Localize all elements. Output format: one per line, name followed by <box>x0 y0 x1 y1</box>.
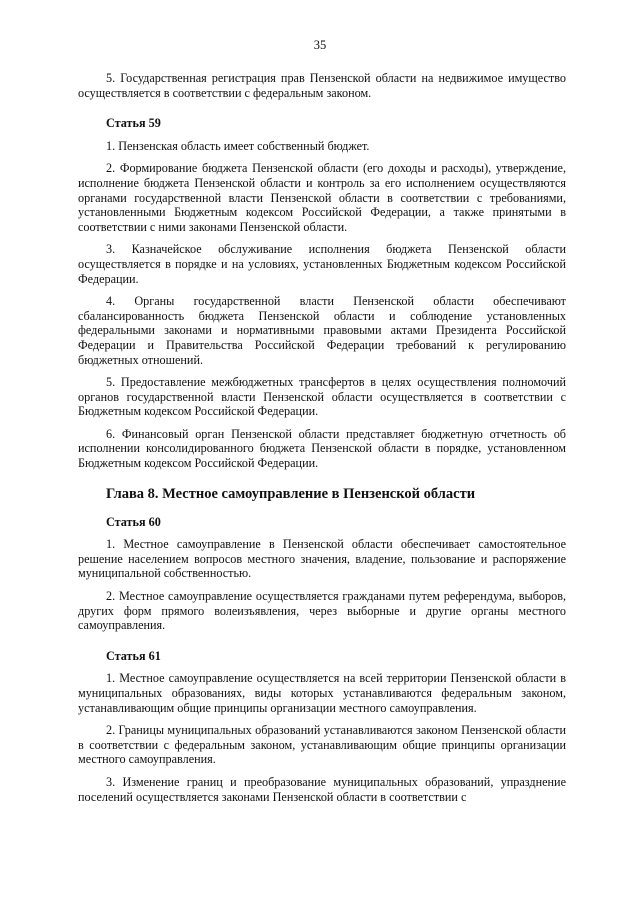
paragraph: 5. Предоставление межбюджетных трансфертов в целях осуществления полномочий органов государственной власти Пензенской области осуществляется в соответствии с Бюджетным кодексом Российской Федерации. <box>78 375 566 419</box>
paragraph: 4. Органы государственной власти Пензенской области обеспечивают сбалансированность бюджета Пензенской области и соблюдение установленных федеральными законами и нормативными правовыми актами Президента Российской Федерации и Правительства Российской Федерации требований к регулированию бюджетных отношений. <box>78 294 566 367</box>
paragraph: 3. Казначейское обслуживание исполнения бюджета Пензенской области осуществляется в порядке и на условиях, установленных Бюджетным кодексом Российской Федерации. <box>78 242 566 286</box>
paragraph: 2. Местное самоуправление осуществляется гражданами путем референдума, выборов, других форм прямого волеизъявления, через выборные и другие органы местного самоуправления. <box>78 589 566 633</box>
paragraph: 2. Границы муниципальных образований устанавливаются законом Пензенской области в соответствии с федеральным законом, устанавливающим общие принципы организации местного самоуправления. <box>78 723 566 767</box>
chapter-heading: Глава 8. Местное самоуправление в Пензенской области <box>106 485 476 502</box>
page-number: 35 <box>313 38 327 52</box>
paragraph: 5. Государственная регистрация прав Пензенской области на недвижимое имущество осуществляется в соответствии с федеральным законом. <box>78 71 566 100</box>
paragraph: 3. Изменение границ и преобразование муниципальных образований, упразднение поселений осуществляется законами Пензенской области в соответствии с <box>78 774 566 804</box>
paragraph: 1. Пензенская область имеет собственный бюджет. <box>106 138 370 153</box>
page-content <box>78 71 566 812</box>
article-heading: Статья 59 <box>106 116 161 131</box>
paragraph: 2. Формирование бюджета Пензенской области (его доходы и расходы), утверждение, исполнение бюджета Пензенской области и контроль за его исполнением осуществляются органами государственной власти Пензенской области в соответствии с требованиями, установленными Бюджетным кодексом Российской Федерации, а также принятыми в соответствии с ними законами Пензенской области. <box>78 161 566 234</box>
paragraph: 1. Местное самоуправление в Пензенской области обеспечивает самостоятельное решение населением вопросов местного значения, владение, пользование и распоряжение муниципальной собственностью. <box>78 537 566 581</box>
paragraph: 1. Местное самоуправление осуществляется на всей территории Пензенской области в муниципальных образованиях, виды которых устанавливаются федеральным законом, устанавливающим общие принципы организации местного самоуправления. <box>78 671 566 715</box>
article-heading: Статья 60 <box>106 514 161 529</box>
article-heading: Статья 61 <box>106 648 161 663</box>
paragraph: 6. Финансовый орган Пензенской области представляет бюджетную отчетность об исполнении консолидированного бюджета Пензенской области в порядке, установленном Бюджетным кодексом Российской Федерации. <box>78 426 566 471</box>
